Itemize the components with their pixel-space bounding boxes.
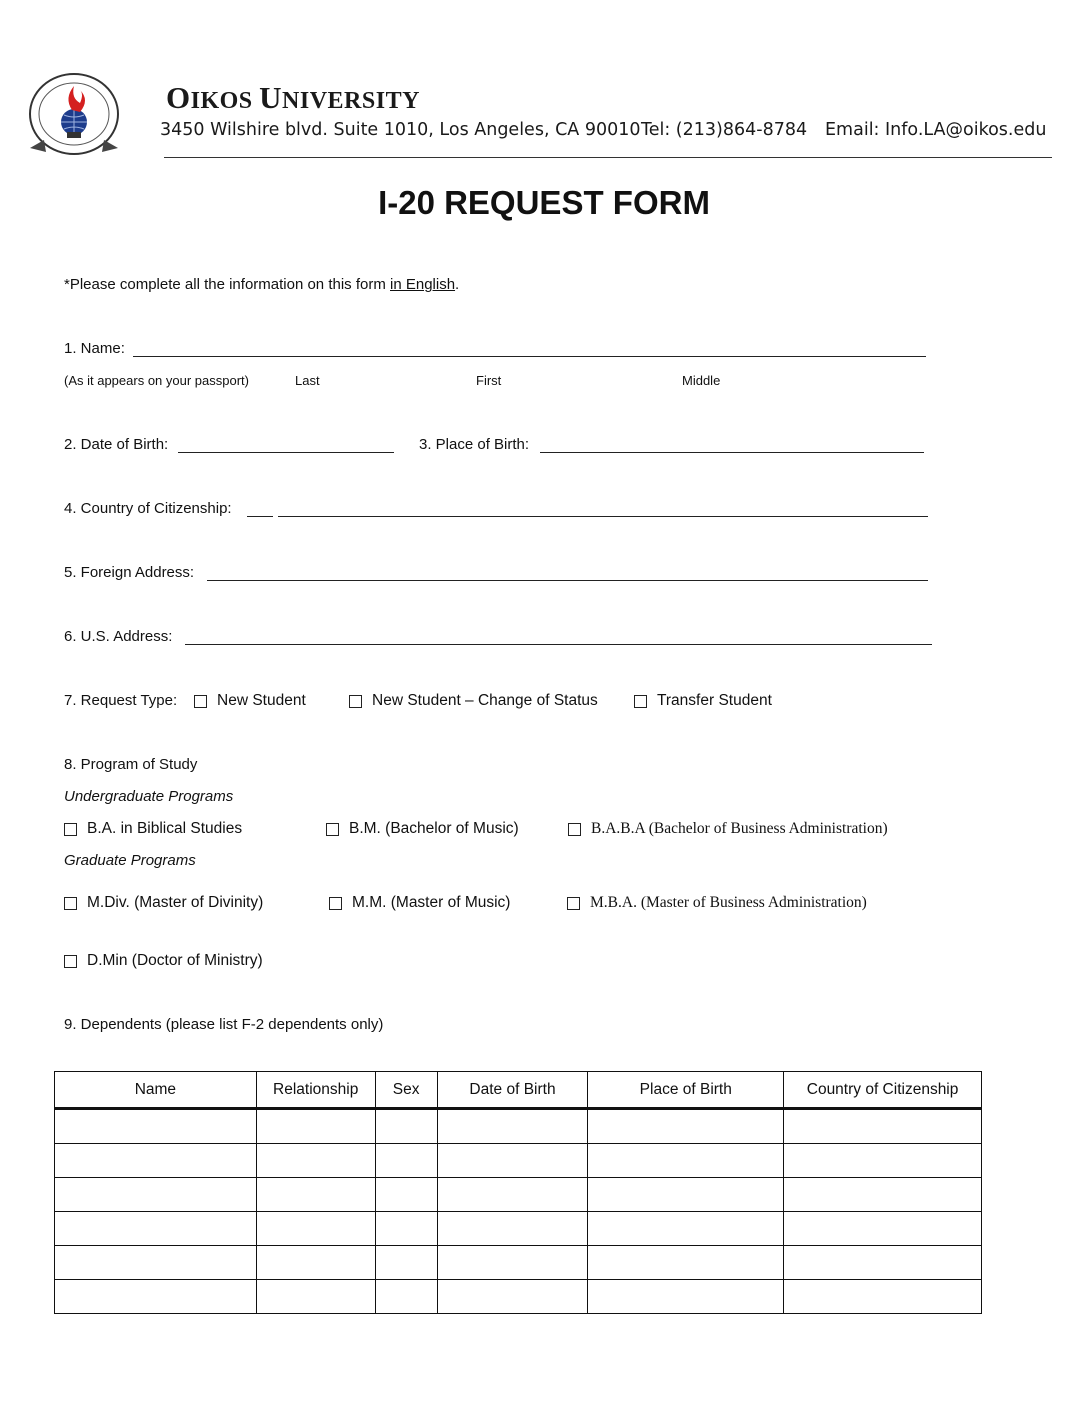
table-cell[interactable] — [55, 1109, 257, 1144]
table-cell[interactable] — [375, 1178, 437, 1212]
table-cell[interactable] — [375, 1246, 437, 1280]
table-cell[interactable] — [437, 1178, 588, 1212]
grad-heading: Graduate Programs — [64, 852, 196, 869]
table-cell[interactable] — [256, 1280, 375, 1314]
col-header-dob: Date of Birth — [437, 1072, 588, 1109]
form-title: I-20 REQUEST FORM — [378, 184, 710, 221]
dependents-table — [54, 1071, 982, 1314]
table-row — [55, 1178, 982, 1212]
col-header-sex: Sex — [375, 1072, 437, 1109]
us-address-label: 6. U.S. Address: — [64, 628, 173, 645]
checkbox-icon[interactable] — [567, 897, 580, 910]
table-cell[interactable] — [437, 1144, 588, 1178]
program-mdiv[interactable]: M.Div. (Master of Divinity) — [64, 894, 263, 912]
table-cell[interactable] — [784, 1178, 982, 1212]
table-cell[interactable] — [375, 1212, 437, 1246]
program-bm-music[interactable]: B.M. (Bachelor of Music) — [326, 820, 519, 838]
table-cell[interactable] — [375, 1280, 437, 1314]
dependents-label: 9. Dependents (please list F-2 dependents only) — [64, 1016, 384, 1033]
checkbox-icon[interactable] — [64, 897, 77, 910]
citizenship-label: 4. Country of Citizenship: — [64, 500, 232, 517]
table-cell[interactable] — [55, 1144, 257, 1178]
table-cell[interactable] — [375, 1109, 437, 1144]
pob-input-line[interactable] — [540, 452, 924, 453]
request-change-of-status[interactable]: New Student – Change of Status — [349, 692, 598, 710]
table-cell[interactable] — [55, 1246, 257, 1280]
name-label: 1. Name: — [64, 340, 125, 357]
dob-label: 2. Date of Birth: — [64, 436, 169, 453]
checkbox-icon[interactable] — [64, 955, 77, 968]
table-cell[interactable] — [784, 1280, 982, 1314]
instructions: *Please complete all the information on this form in English. — [64, 276, 460, 293]
col-header-relationship: Relationship — [256, 1072, 375, 1109]
table-cell[interactable] — [588, 1109, 784, 1144]
checkbox-icon[interactable] — [194, 695, 207, 708]
name-last-caption: Last — [295, 373, 320, 388]
foreign-address-label: 5. Foreign Address: — [64, 564, 195, 581]
table-row — [55, 1212, 982, 1246]
university-address: 3450 Wilshire blvd. Suite 1010, Los Angeles, CA 90010 — [160, 120, 641, 140]
table-cell[interactable] — [588, 1178, 784, 1212]
table-cell[interactable] — [256, 1178, 375, 1212]
table-cell[interactable] — [588, 1246, 784, 1280]
table-row — [55, 1109, 982, 1144]
pob-label: 3. Place of Birth: — [419, 436, 530, 453]
table-cell[interactable] — [55, 1178, 257, 1212]
university-name: OIKOS UNIVERSITY — [166, 80, 420, 115]
col-header-pob: Place of Birth — [588, 1072, 784, 1109]
program-ba-biblical[interactable]: B.A. in Biblical Studies — [64, 820, 242, 838]
table-cell[interactable] — [55, 1212, 257, 1246]
citizenship-short-line — [247, 516, 273, 517]
table-cell[interactable] — [784, 1212, 982, 1246]
table-cell[interactable] — [256, 1144, 375, 1178]
table-cell[interactable] — [588, 1280, 784, 1314]
university-phone: Tel: (213)864-8784 — [641, 120, 808, 140]
table-cell[interactable] — [256, 1109, 375, 1144]
program-baba[interactable]: B.A.B.A (Bachelor of Business Administration) — [568, 820, 888, 838]
citizenship-input-line[interactable] — [278, 516, 928, 517]
dob-input-line[interactable] — [178, 452, 394, 453]
name-input-line[interactable] — [133, 356, 926, 357]
checkbox-icon[interactable] — [326, 823, 339, 836]
foreign-address-input-line[interactable] — [207, 580, 928, 581]
checkbox-icon[interactable] — [64, 823, 77, 836]
name-first-caption: First — [476, 373, 502, 388]
col-header-name: Name — [55, 1072, 257, 1109]
table-cell[interactable] — [784, 1144, 982, 1178]
checkbox-icon[interactable] — [329, 897, 342, 910]
table-cell[interactable] — [784, 1109, 982, 1144]
table-cell[interactable] — [437, 1109, 588, 1144]
table-cell[interactable] — [437, 1246, 588, 1280]
table-cell[interactable] — [256, 1246, 375, 1280]
table-cell[interactable] — [437, 1212, 588, 1246]
program-label: 8. Program of Study — [64, 756, 198, 773]
table-cell[interactable] — [55, 1280, 257, 1314]
header-divider — [164, 157, 1052, 158]
program-mm-music[interactable]: M.M. (Master of Music) — [329, 894, 510, 912]
table-cell[interactable] — [437, 1280, 588, 1314]
checkbox-icon[interactable] — [634, 695, 647, 708]
checkbox-icon[interactable] — [349, 695, 362, 708]
col-header-citizenship: Country of Citizenship — [784, 1072, 982, 1109]
program-mba[interactable]: M.B.A. (Master of Business Administration) — [567, 894, 867, 912]
program-dmin[interactable]: D.Min (Doctor of Ministry) — [64, 952, 263, 970]
undergrad-heading: Undergraduate Programs — [64, 788, 234, 805]
name-passport-hint: (As it appears on your passport) — [64, 373, 249, 388]
us-address-input-line[interactable] — [185, 644, 932, 645]
request-new-student[interactable]: New Student — [194, 692, 306, 710]
university-email: Email: Info.LA@oikos.edu — [825, 120, 1047, 140]
dependents-header-row — [55, 1072, 982, 1109]
university-seal-logo — [24, 70, 124, 160]
table-row — [55, 1144, 982, 1178]
request-transfer-student[interactable]: Transfer Student — [634, 692, 772, 710]
table-cell[interactable] — [375, 1144, 437, 1178]
table-cell[interactable] — [588, 1212, 784, 1246]
checkbox-icon[interactable] — [568, 823, 581, 836]
table-row — [55, 1246, 982, 1280]
name-middle-caption: Middle — [682, 373, 721, 388]
request-type-label: 7. Request Type: — [64, 692, 178, 709]
table-cell[interactable] — [588, 1144, 784, 1178]
table-row — [55, 1280, 982, 1314]
table-cell[interactable] — [784, 1246, 982, 1280]
table-cell[interactable] — [256, 1212, 375, 1246]
